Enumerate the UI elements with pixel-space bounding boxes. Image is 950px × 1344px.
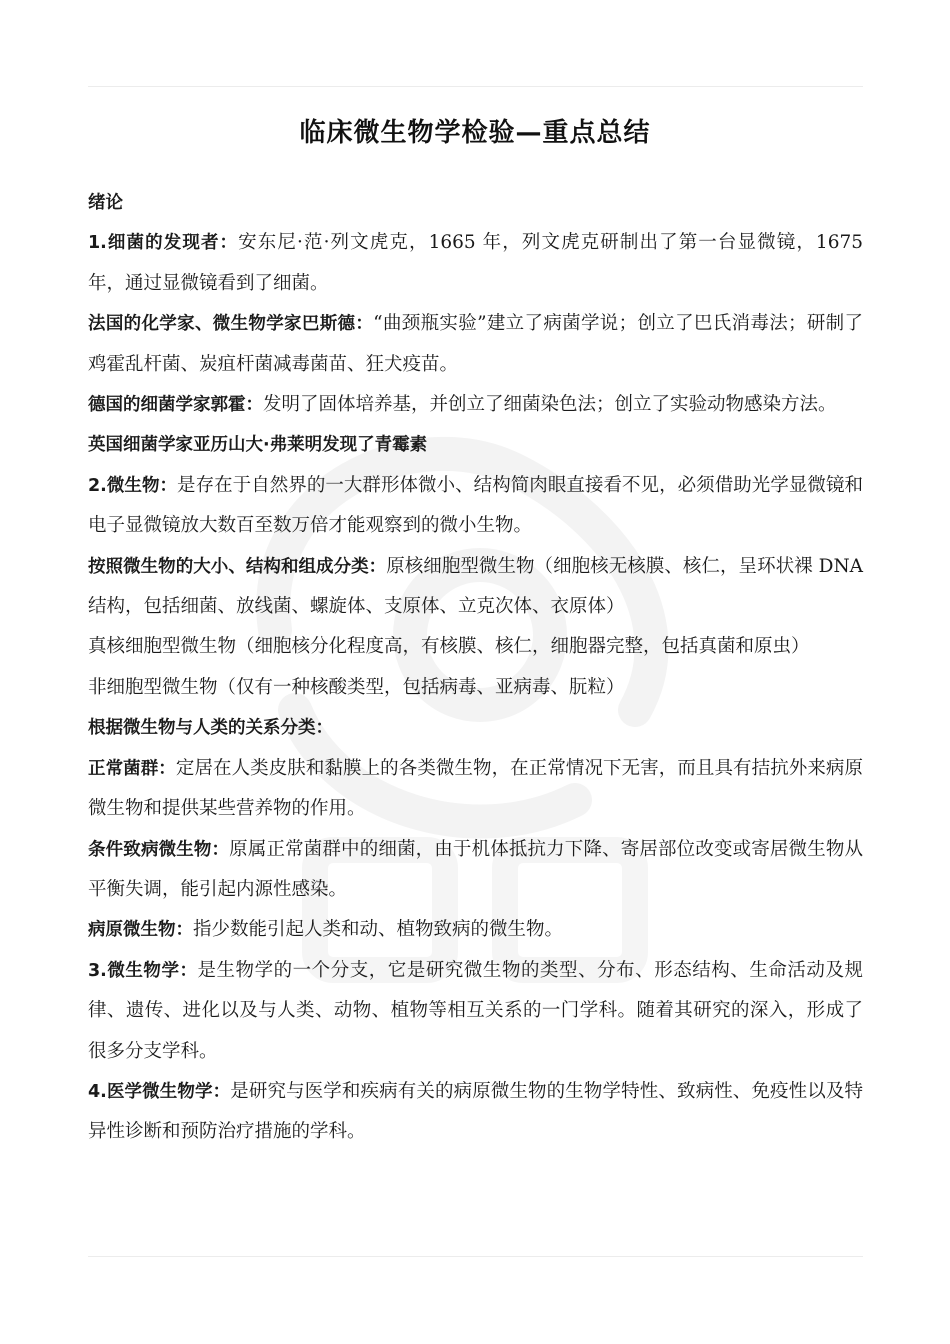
heading-intro: 绪论 xyxy=(88,193,123,213)
footer-rule xyxy=(88,1256,863,1257)
page-title: 临床微生物学检验—重点总结 xyxy=(299,118,651,148)
paragraph-opportunistic: 条件致病微生物：原属正常菌群中的细菌，由于机体抵抗力下降、寄居部位改变或寄居微生物从平衡失调，能引起内源性感染。 xyxy=(88,838,863,900)
paragraph-microbiology: 3.微生物学：是生物学的一个分支，它是研究微生物的类型、分布、形态结构、生命活动及规律、遗传、进化以及与人类、动物、植物等相互关系的一门学科。随着其研究的深入，形成了很多分支学科。 xyxy=(88,959,863,1062)
document-body xyxy=(88,183,863,1153)
heading-classification-relation: 根据微生物与人类的关系分类： xyxy=(88,718,333,739)
paragraph-discoverer: 1.细菌的发现者：安东尼·范·列文虎克，1665 年，列文虎克研制出了第一台显微镜，1675 年，通过显微镜看到了细菌。 xyxy=(88,232,864,294)
paragraph-pasteur: 法国的化学家、微生物学家巴斯德：“曲颈瓶实验”建立了病菌学说；创立了巴氏消毒法；研制了鸡霍乱杆菌、炭疽杆菌减毒菌苗、狂犬疫苗。 xyxy=(88,313,863,375)
paragraph-pathogenic: 病原微生物：指少数能引起人类和动、植物致病的微生物。 xyxy=(88,919,564,941)
paragraph-microorganism: 2.微生物：是存在于自然界的一大群形体微小、结构简肉眼直接看不见，必须借助光学显微镜和电子显微镜放大数百至数万倍才能观察到的微小生物。 xyxy=(88,474,863,537)
paragraph-medical-microbiology: 4.医学微生物学：是研究与医学和疾病有关的病原微生物的生物学特性、致病性、免疫性以及特异性诊断和预防治疗措施的学科。 xyxy=(88,1080,863,1143)
header-rule xyxy=(88,86,863,87)
paragraph-classification-structure: 按照微生物的大小、结构和组成分类：原核细胞型微生物（细胞核无核膜、核仁，呈环状裸 DNA 结构，包括细菌、放线菌、螺旋体、支原体、立克次体、衣原体） xyxy=(88,555,863,618)
paragraph-koch: 德国的细菌学家郭霍：发明了固体培养基，并创立了细菌染色法；创立了实验动物感染方法。 xyxy=(88,394,837,416)
paragraph-normal-flora: 正常菌群：定居在人类皮肤和黏膜上的各类微生物，在正常情况下无害，而且具有拮抗外来病原微生物和提供某些营养物的作用。 xyxy=(88,757,863,820)
paragraph-eukaryotic: 真核细胞型微生物（细胞核分化程度高，有核膜、核仁，细胞器完整，包括真菌和原虫） xyxy=(88,636,810,658)
paragraph-acellular: 非细胞型微生物（仅有一种核酸类型，包括病毒、亚病毒、朊粒） xyxy=(88,676,625,698)
paragraph-fleming: 英国细菌学家亚历山大·弗莱明发现了青霉素 xyxy=(88,435,428,456)
